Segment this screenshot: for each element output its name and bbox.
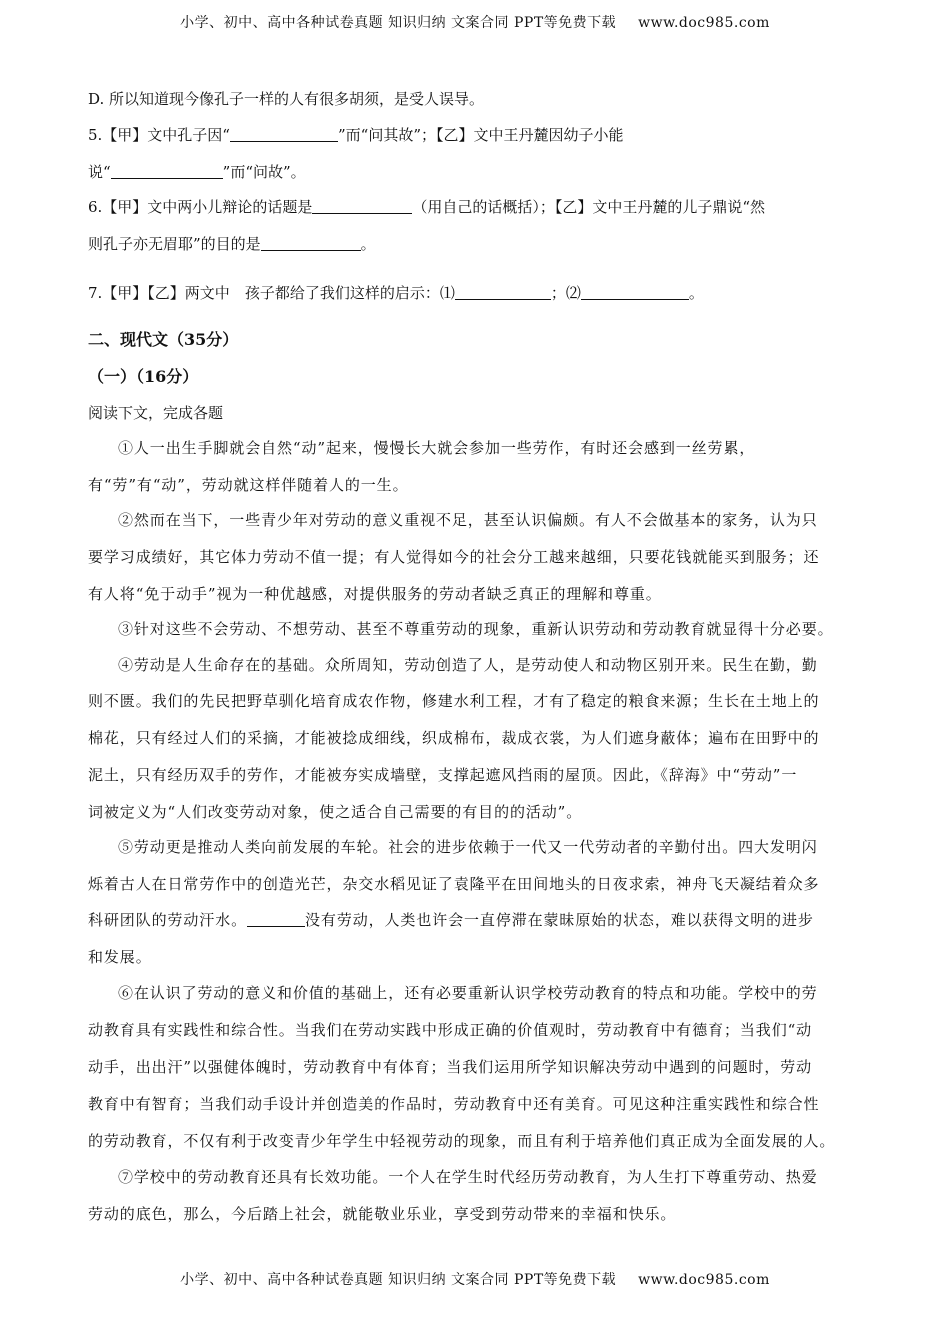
q5-text-b: ”而“问其故”；【乙】文中王丹麓因幼子小能 [337, 126, 624, 144]
paragraph-6-line-4: 教育中有智育；当我们动手设计并创造美的作品时，劳动教育中还有美育。可见这种注重实践性和综合性 [88, 1095, 820, 1113]
paragraph-4-line-4: 泥土，只有经历双手的劳作，才能被夯实成墙壁，支撑起遮风挡雨的屋顶。因此，《辞海》中“劳动”一 [88, 766, 798, 784]
paragraph-5-line-2: 烁着古人在日常劳作中的创造光芒，杂交水稻见证了袁隆平在田间地头的日夜求索，神舟飞天凝结着众多 [88, 875, 820, 893]
paragraph-7-line-2: 劳动的底色，那么，今后踏上社会，就能敬业乐业，享受到劳动带来的幸福和快乐。 [88, 1205, 677, 1223]
paragraph-4-line-2: 则不匮。我们的先民把野草驯化培育成农作物，修建水利工程，才有了稳定的粮食来源；生长在土地上的 [88, 692, 820, 710]
q6-text-a: 6.【甲】文中两小儿辩论的话题是 [88, 198, 313, 216]
q6-text-c: 则孔子亦无眉耶”的目的是 [88, 235, 261, 253]
page-footer [0, 1269, 950, 1289]
paragraph-6-line-5: 的劳动教育，不仅有利于改变青少年学生中轻视劳动的现象，而且有利于培养他们真正成为全面发展的人。 [88, 1132, 836, 1150]
option-d: D. 所以知道现今像孔子一样的人有很多胡须，是受人误导。 [88, 90, 485, 108]
header-text: 小学、初中、高中各种试卷真题 知识归纳 文案合同 PPT等免费下载 [180, 15, 617, 31]
q5-text-a: 5.【甲】文中孔子因“ [88, 126, 230, 144]
q6-blank-2 [261, 234, 361, 251]
paragraph-4-line-1: ④劳动是人生命存在的基础。众所周知，劳动创造了人，是劳动使人和动物区别开来。民生在勤，勤 [118, 656, 818, 674]
paragraph-7-line-1: ⑦学校中的劳动教育还具有长效功能。一个人在学生时代经历劳动教育，为人生打下尊重劳动、热爱 [118, 1168, 818, 1186]
p5-blank [247, 910, 305, 927]
paragraph-5-line-1: ⑤劳动更是推动人类向前发展的车轮。社会的进步依赖于一代又一代劳动者的辛勤付出。四大发明闪 [118, 838, 818, 856]
paragraph-2-line-1: ②然而在当下，一些青少年对劳动的意义重视不足，甚至认识偏颇。有人不会做基本的家务，认为只 [118, 511, 818, 529]
paragraph-3-line-1: ③针对这些不会劳动、不想劳动、甚至不尊重劳动的现象，重新认识劳动和劳动教育就显得十分必要。 [118, 620, 834, 638]
section-title: 二、现代文（35分） [88, 330, 239, 349]
paragraph-5-line-4: 和发展。 [88, 948, 152, 966]
q6-blank-1 [312, 197, 412, 214]
question-7 [88, 282, 878, 304]
paragraph-2-line-3: 有人将“免于动手”视为一种优越感，对提供服务的劳动者缺乏真正的理解和尊重。 [88, 585, 662, 603]
subsection-title: （一）（16分） [88, 367, 199, 386]
paragraph-6-line-2: 动教育具有实践性和综合性。当我们在劳动实践中形成正确的价值观时，劳动教育中有德育；当我们“动 [88, 1021, 813, 1039]
question-6-line-2 [88, 233, 878, 255]
q7-text-c: 。 [688, 284, 704, 302]
p5-text-a: 科研团队的劳动汗水。 [88, 911, 248, 929]
paragraph-1-line-2: 有“劳”有“动”，劳动就这样伴随着人的一生。 [88, 476, 409, 494]
q5-blank-2 [111, 162, 223, 179]
paragraph-2-line-2: 要学习成绩好，其它体力劳动不值一提；有人觉得如今的社会分工越来越细，只要花钱就能买到服务；还 [88, 548, 820, 566]
question-5-line-2 [88, 161, 878, 183]
footer-site: www.doc985.com [638, 1272, 770, 1288]
q7-text-a: 7.【甲】【乙】两文中 孩子都给了我们这样的启示：⑴ [88, 284, 455, 302]
reading-instruction: 阅读下文，完成各题 [88, 404, 224, 422]
paragraph-5-line-3 [88, 909, 878, 931]
p5-text-b: 没有劳动，人类也许会一直停滞在蒙昧原始的状态，难以获得文明的进步 [305, 911, 814, 929]
footer-text: 小学、初中、高中各种试卷真题 知识归纳 文案合同 PPT等免费下载 [180, 1272, 617, 1288]
q6-text-d: 。 [360, 235, 376, 253]
q6-text-b: （用自己的话概括）；【乙】文中王丹麓的儿子鼎说“然 [412, 198, 765, 216]
question-5-line-1 [88, 124, 878, 146]
paragraph-4-line-5: 词被定义为“人们改变劳动对象，使之适合自己需要的有目的的活动”。 [88, 803, 583, 821]
q5-text-c: 说“ [88, 163, 111, 181]
header-site: www.doc985.com [638, 15, 770, 31]
q7-text-b: ；⑵ [550, 284, 581, 302]
question-6-line-1 [88, 196, 878, 218]
paragraph-1-line-1: ①人一出生手脚就会自然“动”起来，慢慢长大就会参加一些劳作，有时还会感到一丝劳累， [118, 439, 756, 457]
page-header [0, 12, 950, 32]
paragraph-6-line-1: ⑥在认识了劳动的意义和价值的基础上，还有必要重新认识学校劳动教育的特点和功能。学校中的劳 [118, 984, 818, 1002]
q7-blank-2 [581, 283, 689, 300]
q7-blank-1 [455, 283, 551, 300]
paragraph-4-line-3: 棉花，只有经过人们的采摘，才能被捻成细线，织成棉布，裁成衣裳，为人们遮身蔽体；遍布在田野中的 [88, 729, 820, 747]
q5-text-d: ”而“问故”。 [222, 163, 306, 181]
paragraph-6-line-3: 动手，出出汗”以强健体魄时，劳动教育中有体育；当我们运用所学知识解决劳动中遇到的问题时，劳动 [88, 1058, 813, 1076]
q5-blank-1 [230, 125, 338, 142]
